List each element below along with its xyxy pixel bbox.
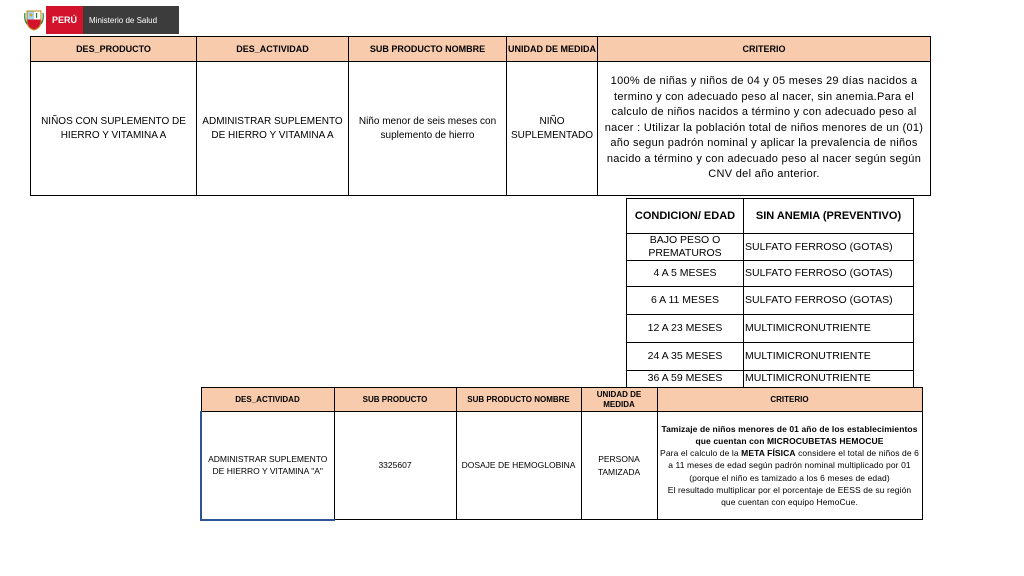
criterio-bold-text: META FÍSICA: [741, 448, 796, 459]
criterio-pre-text: Para el calculo de la: [660, 448, 742, 459]
header-unidad-medida: UNIDAD DE MEDIDA: [581, 388, 657, 412]
header-des-actividad: DES_ACTIVIDAD: [201, 388, 334, 412]
minsa-logo: [22, 6, 179, 34]
cell-nombre: DOSAJE DE HEMOGLOBINA: [456, 412, 581, 520]
cell-condicion: 4 A 5 MESES: [627, 261, 744, 287]
header-sub-producto-nombre: SUB PRODUCTO NOMBRE: [456, 388, 581, 412]
cell-criterio: 100% de niñas y niños de 04 y 05 meses 29 días nacidos a termino y con adecuado peso al nacer, sin anemia.Para el calculo de niños nacidos a término y con adecuado peso al nacer : Utilizar la población total de niños menores de un (01) año segun padrón nominal y aplicar la prevalencia de niños nacido a término y con adecuado peso al nacer según según CNV del año anterior.: [598, 62, 931, 196]
cell-tratamiento: SULFATO FERROSO (GOTAS): [744, 287, 914, 315]
cell-condicion: 6 A 11 MESES: [627, 287, 744, 315]
header-sin-anemia: SIN ANEMIA (PREVENTIVO): [744, 199, 914, 234]
header-condicion-edad: CONDICION/ EDAD: [627, 199, 744, 234]
cell-producto: NIÑOS CON SUPLEMENTO DE HIERRO Y VITAMINA A: [31, 62, 197, 196]
table-row: [201, 412, 922, 520]
table-header-row: [31, 37, 931, 62]
table-row: [627, 371, 914, 387]
logo-country: PERÚ: [46, 6, 83, 34]
cell-actividad: ADMINISTRAR SUPLEMENTO DE HIERRO Y VITAMINA "A": [201, 412, 334, 520]
criterio-body: [660, 447, 920, 483]
cell-condicion: BAJO PESO O PREMATUROS: [627, 234, 744, 261]
cell-criterio: [657, 412, 922, 520]
screening-table: [200, 387, 923, 521]
cell-tratamiento: MULTIMICRONUTRIENTE: [744, 343, 914, 371]
table-row: [627, 315, 914, 343]
criterio-title-text: Tamizaje de niños menores de 01 año de los establecimientos que cuentan con MICROCUBETAS HEMOCUE: [661, 424, 918, 447]
criterio-end: El resultado multiplicar por el porcentaje de EESS de su región que cuentan con equipo HemoCue.: [667, 484, 912, 507]
logo-ministry: Ministerio de Salud: [83, 6, 179, 34]
cell-subproducto: Niño menor de seis meses con suplemento de hierro: [349, 62, 507, 196]
cell-actividad: ADMINISTRAR SUPLEMENTO DE HIERRO Y VITAMINA A: [197, 62, 349, 196]
cell-unidad: PERSONA TAMIZADA: [581, 412, 657, 520]
header-unidad-medida: UNIDAD DE MEDIDA: [507, 37, 598, 62]
header-criterio: CRITERIO: [657, 388, 922, 412]
cell-tratamiento: MULTIMICRONUTRIENTE: [744, 371, 914, 387]
cell-tratamiento: MULTIMICRONUTRIENTE: [744, 315, 914, 343]
table-header-row: [627, 199, 914, 234]
table-row: [627, 343, 914, 371]
table-row: [31, 62, 931, 196]
cell-condicion: 12 A 23 MESES: [627, 315, 744, 343]
cell-condicion: 24 A 35 MESES: [627, 343, 744, 371]
supplement-table: [626, 198, 914, 387]
header-des-producto: DES_PRODUCTO: [31, 37, 197, 62]
table-row: [627, 261, 914, 287]
table-row: [627, 287, 914, 315]
criterio-title: [660, 423, 920, 447]
table-row: [627, 234, 914, 261]
criterio-post-text: considere el total de niños de 6 a 11 meses de edad según padrón nominal multiplicado por 01 (porque el niño es tamizado a los 6 meses de edad): [668, 448, 919, 483]
cell-tratamiento: SULFATO FERROSO (GOTAS): [744, 261, 914, 287]
cell-unidad: NIÑO SUPLEMENTADO: [507, 62, 598, 196]
cell-condicion: 36 A 59 MESES: [627, 371, 744, 387]
peru-coat-of-arms-icon: [22, 6, 46, 34]
cell-subproducto: 3325607: [334, 412, 456, 520]
header-sub-producto-nombre: SUB PRODUCTO NOMBRE: [349, 37, 507, 62]
cell-tratamiento: SULFATO FERROSO (GOTAS): [744, 234, 914, 261]
header-des-actividad: DES_ACTIVIDAD: [197, 37, 349, 62]
header-criterio: CRITERIO: [598, 37, 931, 62]
header-sub-producto: SUB PRODUCTO: [334, 388, 456, 412]
table-header-row: [201, 388, 922, 412]
product-table: [30, 36, 931, 196]
